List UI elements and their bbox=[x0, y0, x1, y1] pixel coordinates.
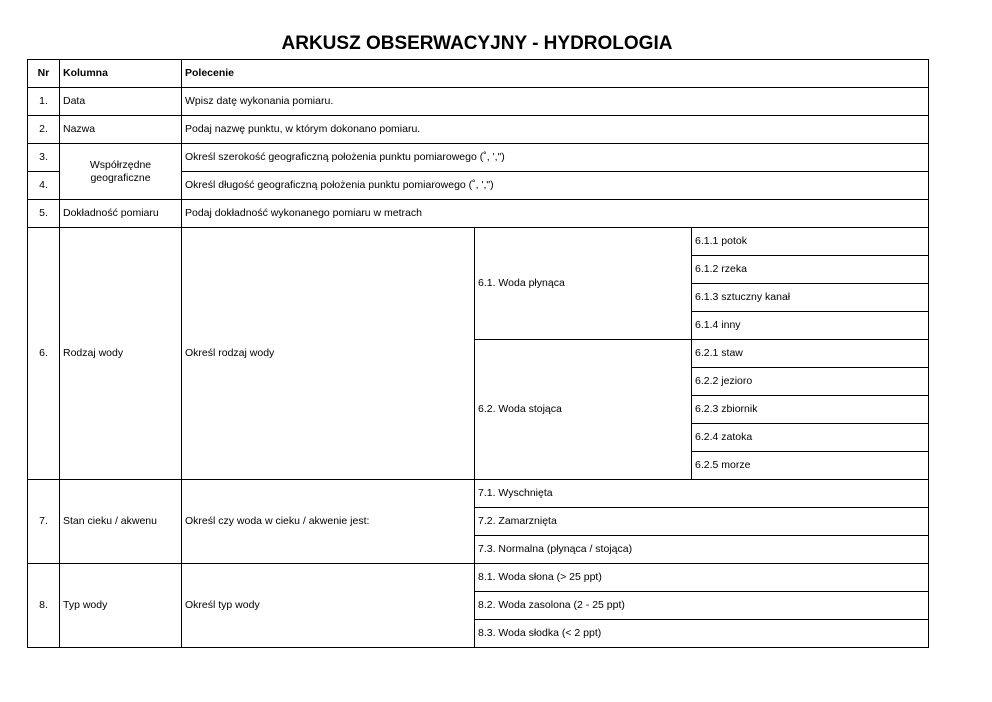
row-instruction: Określ rodzaj wody bbox=[182, 228, 475, 480]
water-subtype: 6.2.5 morze bbox=[692, 452, 929, 480]
row-instruction: Podaj dokładność wykonanego pomiaru w metrach bbox=[182, 200, 929, 228]
water-type-option: 8.1. Woda słona (> 25 ppt) bbox=[475, 564, 929, 592]
table-row bbox=[28, 116, 929, 144]
state-option: 7.2. Zamarznięta bbox=[475, 508, 929, 536]
row-column-name: Stan cieku / akwenu bbox=[60, 480, 182, 564]
water-type-option: 8.3. Woda słodka (< 2 ppt) bbox=[475, 620, 929, 648]
row-number: 3. bbox=[28, 144, 60, 172]
row-number: 5. bbox=[28, 200, 60, 228]
row-instruction: Określ długość geograficzną położenia punktu pomiarowego (˚, ',") bbox=[182, 172, 929, 200]
row-number: 4. bbox=[28, 172, 60, 200]
row-number: 2. bbox=[28, 116, 60, 144]
row-instruction: Podaj nazwę punktu, w którym dokonano pomiaru. bbox=[182, 116, 929, 144]
row-number: 8. bbox=[28, 564, 60, 648]
sheet-title: ARKUSZ OBSERWACYJNY - HYDROLOGIA bbox=[281, 33, 673, 54]
water-subtype: 6.2.4 zatoka bbox=[692, 424, 929, 452]
row-number: 6. bbox=[28, 228, 60, 480]
row-column-name: Data bbox=[60, 88, 182, 116]
row-column-name: Współrzędne geograficzne bbox=[60, 144, 182, 200]
table-header-row bbox=[28, 60, 929, 88]
row-column-name: Typ wody bbox=[60, 564, 182, 648]
row-instruction: Określ szerokość geograficzną położenia punktu pomiarowego (˚, ',") bbox=[182, 144, 929, 172]
state-option: 7.3. Normalna (płynąca / stojąca) bbox=[475, 536, 929, 564]
header-kolumna: Kolumna bbox=[60, 60, 182, 88]
row-number: 7. bbox=[28, 480, 60, 564]
water-subtype: 6.2.2 jezioro bbox=[692, 368, 929, 396]
water-subtype: 6.1.4 inny bbox=[692, 312, 929, 340]
header-polecenie: Polecenie bbox=[182, 60, 929, 88]
state-option: 7.1. Wyschnięta bbox=[475, 480, 929, 508]
row-column-name: Dokładność pomiaru bbox=[60, 200, 182, 228]
water-subtype: 6.2.3 zbiornik bbox=[692, 396, 929, 424]
row-instruction: Wpisz datę wykonania pomiaru. bbox=[182, 88, 929, 116]
table-row bbox=[28, 200, 929, 228]
water-type-option: 8.2. Woda zasolona (2 - 25 ppt) bbox=[475, 592, 929, 620]
table-row bbox=[28, 88, 929, 116]
observation-table bbox=[27, 59, 929, 648]
row-instruction: Określ typ wody bbox=[182, 564, 475, 648]
water-subtype: 6.1.1 potok bbox=[692, 228, 929, 256]
table-row bbox=[28, 228, 929, 256]
table-row bbox=[28, 144, 929, 172]
water-subtype: 6.2.1 staw bbox=[692, 340, 929, 368]
row-column-name: Rodzaj wody bbox=[60, 228, 182, 480]
row-number: 1. bbox=[28, 88, 60, 116]
row-column-name: Nazwa bbox=[60, 116, 182, 144]
row-instruction: Określ czy woda w cieku / akwenie jest: bbox=[182, 480, 475, 564]
table-row bbox=[28, 564, 929, 592]
water-group-flowing: 6.1. Woda płynąca bbox=[475, 228, 692, 340]
water-subtype: 6.1.2 rzeka bbox=[692, 256, 929, 284]
table-row bbox=[28, 480, 929, 508]
water-group-standing: 6.2. Woda stojąca bbox=[475, 340, 692, 480]
water-subtype: 6.1.3 sztuczny kanał bbox=[692, 284, 929, 312]
header-nr: Nr bbox=[28, 60, 60, 88]
